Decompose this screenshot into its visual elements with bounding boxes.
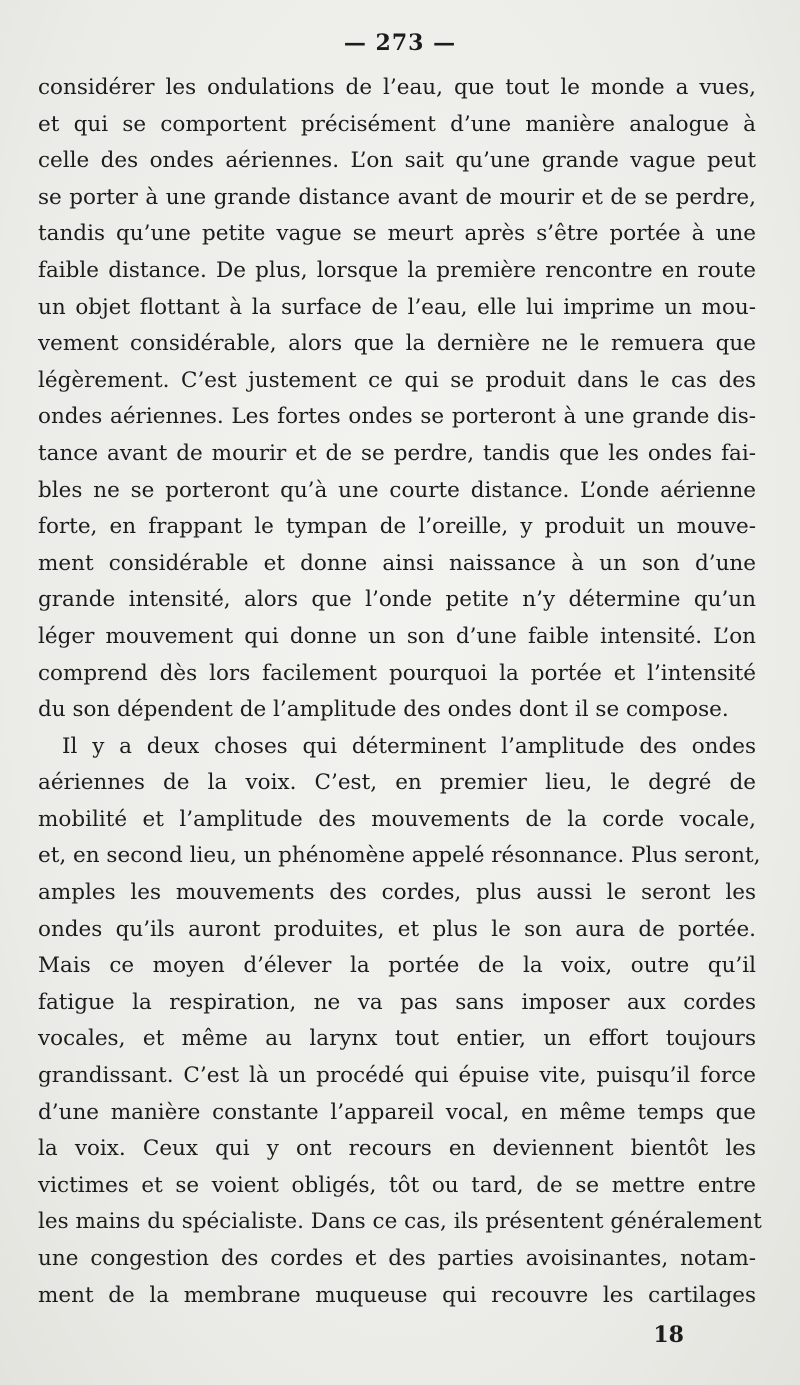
signature-mark: 18 <box>653 1322 684 1348</box>
text-line: considérer les ondulations de l’eau, que tout le monde a vues, <box>38 75 756 100</box>
text-line: ondes aériennes. Les fortes ondes se porteront à une grande dis- <box>38 404 756 430</box>
text-line: vocales, et même au larynx tout entier, un effort toujours <box>38 1026 756 1052</box>
text-line: un objet flottant à la surface de l’eau, elle lui imprime un mou- <box>38 294 756 320</box>
text-line: la voix. Ceux qui y ont recours en deviennent bientôt les <box>38 1136 756 1162</box>
text-line: léger mouvement qui donne un son d’une faible intensité. L’on <box>38 623 756 649</box>
text-line: bles ne se porteront qu’à une courte distance. L’onde aérienne <box>38 477 756 503</box>
paragraph-start-line: Il y a deux choses qui déterminent l’amplitude des ondes <box>62 733 756 759</box>
text-line: ment de la membrane muqueuse qui recouvre les cartilages <box>38 1282 756 1308</box>
text-line: faible distance. De plus, lorsque la première rencontre en route <box>38 257 756 283</box>
text-line: mobilité et l’amplitude des mouvements de la corde vocale, <box>38 806 756 832</box>
text-line: d’une manière constante l’appareil vocal, en même temps que <box>38 1099 756 1125</box>
text-line: et qui se comportent précisément d’une manière analogue à <box>38 111 756 137</box>
text-line: victimes et se voient obligés, tôt ou tard, de se mettre entre <box>38 1172 756 1198</box>
text-line: vement considérable, alors que la dernière ne le remuera que <box>38 331 756 357</box>
text-line: tance avant de mourir et de se perdre, tandis que les ondes fai- <box>38 440 756 466</box>
text-line: tandis qu’une petite vague se meurt après s’être portée à une <box>38 221 756 247</box>
text-line: ondes qu’ils auront produites, et plus le son aura de portée. <box>38 916 756 942</box>
body-text <box>38 70 762 1314</box>
text-line: fatigue la respiration, ne va pas sans imposer aux cordes <box>38 989 756 1015</box>
text-line: et, en second lieu, un phénomène appelé résonnance. Plus seront, <box>38 843 761 869</box>
text-line: aériennes de la voix. C’est, en premier lieu, le degré de <box>38 770 756 796</box>
text-line: une congestion des cordes et des parties avoisinantes, notam- <box>38 1246 756 1271</box>
text-line: forte, en frappant le tympan de l’oreille, y produit un mouve- <box>38 514 756 540</box>
text-line: grande intensité, alors que l’onde petite n’y détermine qu’un <box>38 587 756 613</box>
text-line: celle des ondes aériennes. L’on sait qu’une grande vague peut <box>38 148 756 174</box>
text-line: grandissant. C’est là un procédé qui épuise vite, puisqu’il force <box>38 1063 756 1089</box>
text-line: les mains du spécialiste. Dans ce cas, ils présentent généralement <box>38 1209 762 1235</box>
text-line: Mais ce moyen d’élever la portée de la voix, outre qu’il <box>38 953 756 979</box>
text-line: amples les mouvements des cordes, plus aussi le seront les <box>38 880 756 906</box>
text-line: légèrement. C’est justement ce qui se produit dans le cas des <box>38 367 756 393</box>
paragraph-end-line: du son dépendent de l’amplitude des ondes dont il se compose. <box>38 697 729 723</box>
page-number: — 273 — <box>343 30 457 56</box>
text-line: se porter à une grande distance avant de mourir et de se perdre, <box>38 184 756 210</box>
text-line: ment considérable et donne ainsi naissance à un son d’une <box>38 550 756 576</box>
text-line: comprend dès lors facilement pourquoi la portée et l’intensité <box>38 660 756 686</box>
